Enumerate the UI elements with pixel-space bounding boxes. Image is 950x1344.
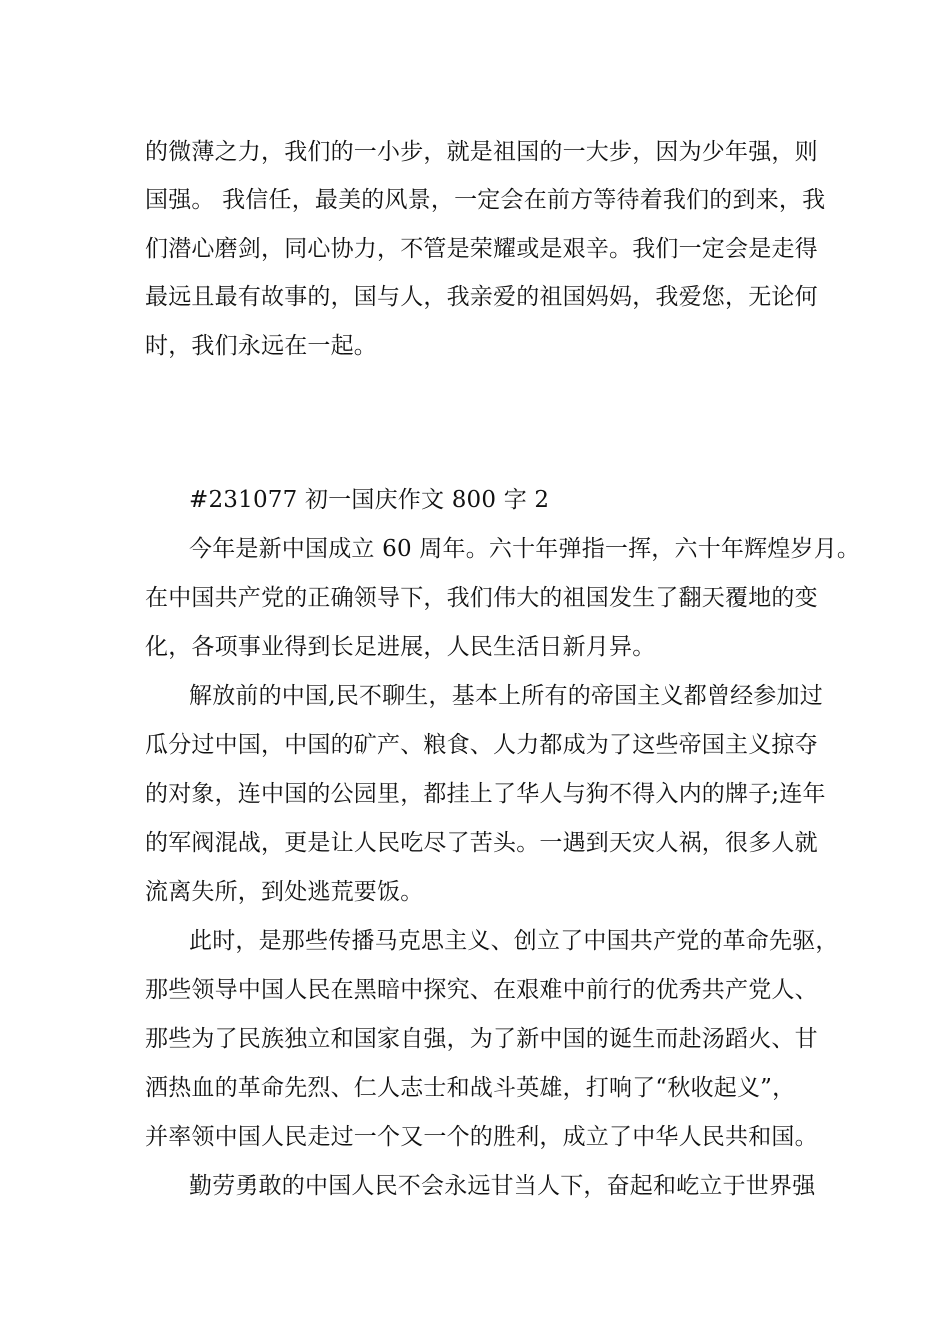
text-line: 在中国共产党的正确领导下，我们伟大的祖国发生了翻天覆地的变: [145, 585, 818, 611]
section-heading: #231077 初一国庆作文 800 字 2: [189, 487, 550, 513]
text-line: 流离失所，到处逃荒要饭。: [145, 879, 424, 905]
text-line: 今年是新中国成立 60 周年。六十年弹指一挥，六十年辉煌岁月。: [189, 536, 861, 562]
text-line: 此时，是那些传播马克思主义、创立了中国共产党的革命先驱，: [189, 928, 839, 954]
text-line: 时，我们永远在一起。: [145, 333, 377, 359]
text-line: 洒热血的革命先烈、仁人志士和战斗英雄，打响了“秋收起义”，: [145, 1075, 796, 1101]
text-line: 的对象，连中国的公园里，都挂上了华人与狗不得入内的牌子;连年: [145, 781, 826, 807]
text-line: 的军阀混战，更是让人民吃尽了苦头。一遇到天灾人祸，很多人就: [145, 830, 818, 856]
text-line: 解放前的中国,民不聊生，基本上所有的帝国主义都曾经参加过: [189, 683, 823, 709]
text-line: 化，各项事业得到长足进展，人民生活日新月异。: [145, 634, 656, 660]
text-line: 国强。 我信任，最美的风景，一定会在前方等待着我们的到来，我: [145, 187, 826, 213]
text-line: 们潜心磨剑，同心协力，不管是荣耀或是艰辛。我们一定会是走得: [145, 236, 818, 262]
text-line: 那些领导中国人民在黑暗中探究、在艰难中前行的优秀共产党人、: [145, 977, 818, 1003]
text-line: 最远且最有故事的，国与人，我亲爱的祖国妈妈，我爱您，无论何: [145, 284, 818, 310]
text-line: 瓜分过中国，中国的矿产、粮食、人力都成为了这些帝国主义掠夺: [145, 732, 818, 758]
text-line: 那些为了民族独立和国家自强，为了新中国的诞生而赴汤蹈火、甘: [145, 1026, 818, 1052]
text-line: 勤劳勇敢的中国人民不会永远甘当人下，奋起和屹立于世界强: [189, 1173, 816, 1199]
text-line: 并率领中国人民走过一个又一个的胜利，成立了中华人民共和国。: [145, 1124, 818, 1150]
text-line: 的微薄之力，我们的一小步，就是祖国的一大步，因为少年强，则: [145, 139, 818, 165]
